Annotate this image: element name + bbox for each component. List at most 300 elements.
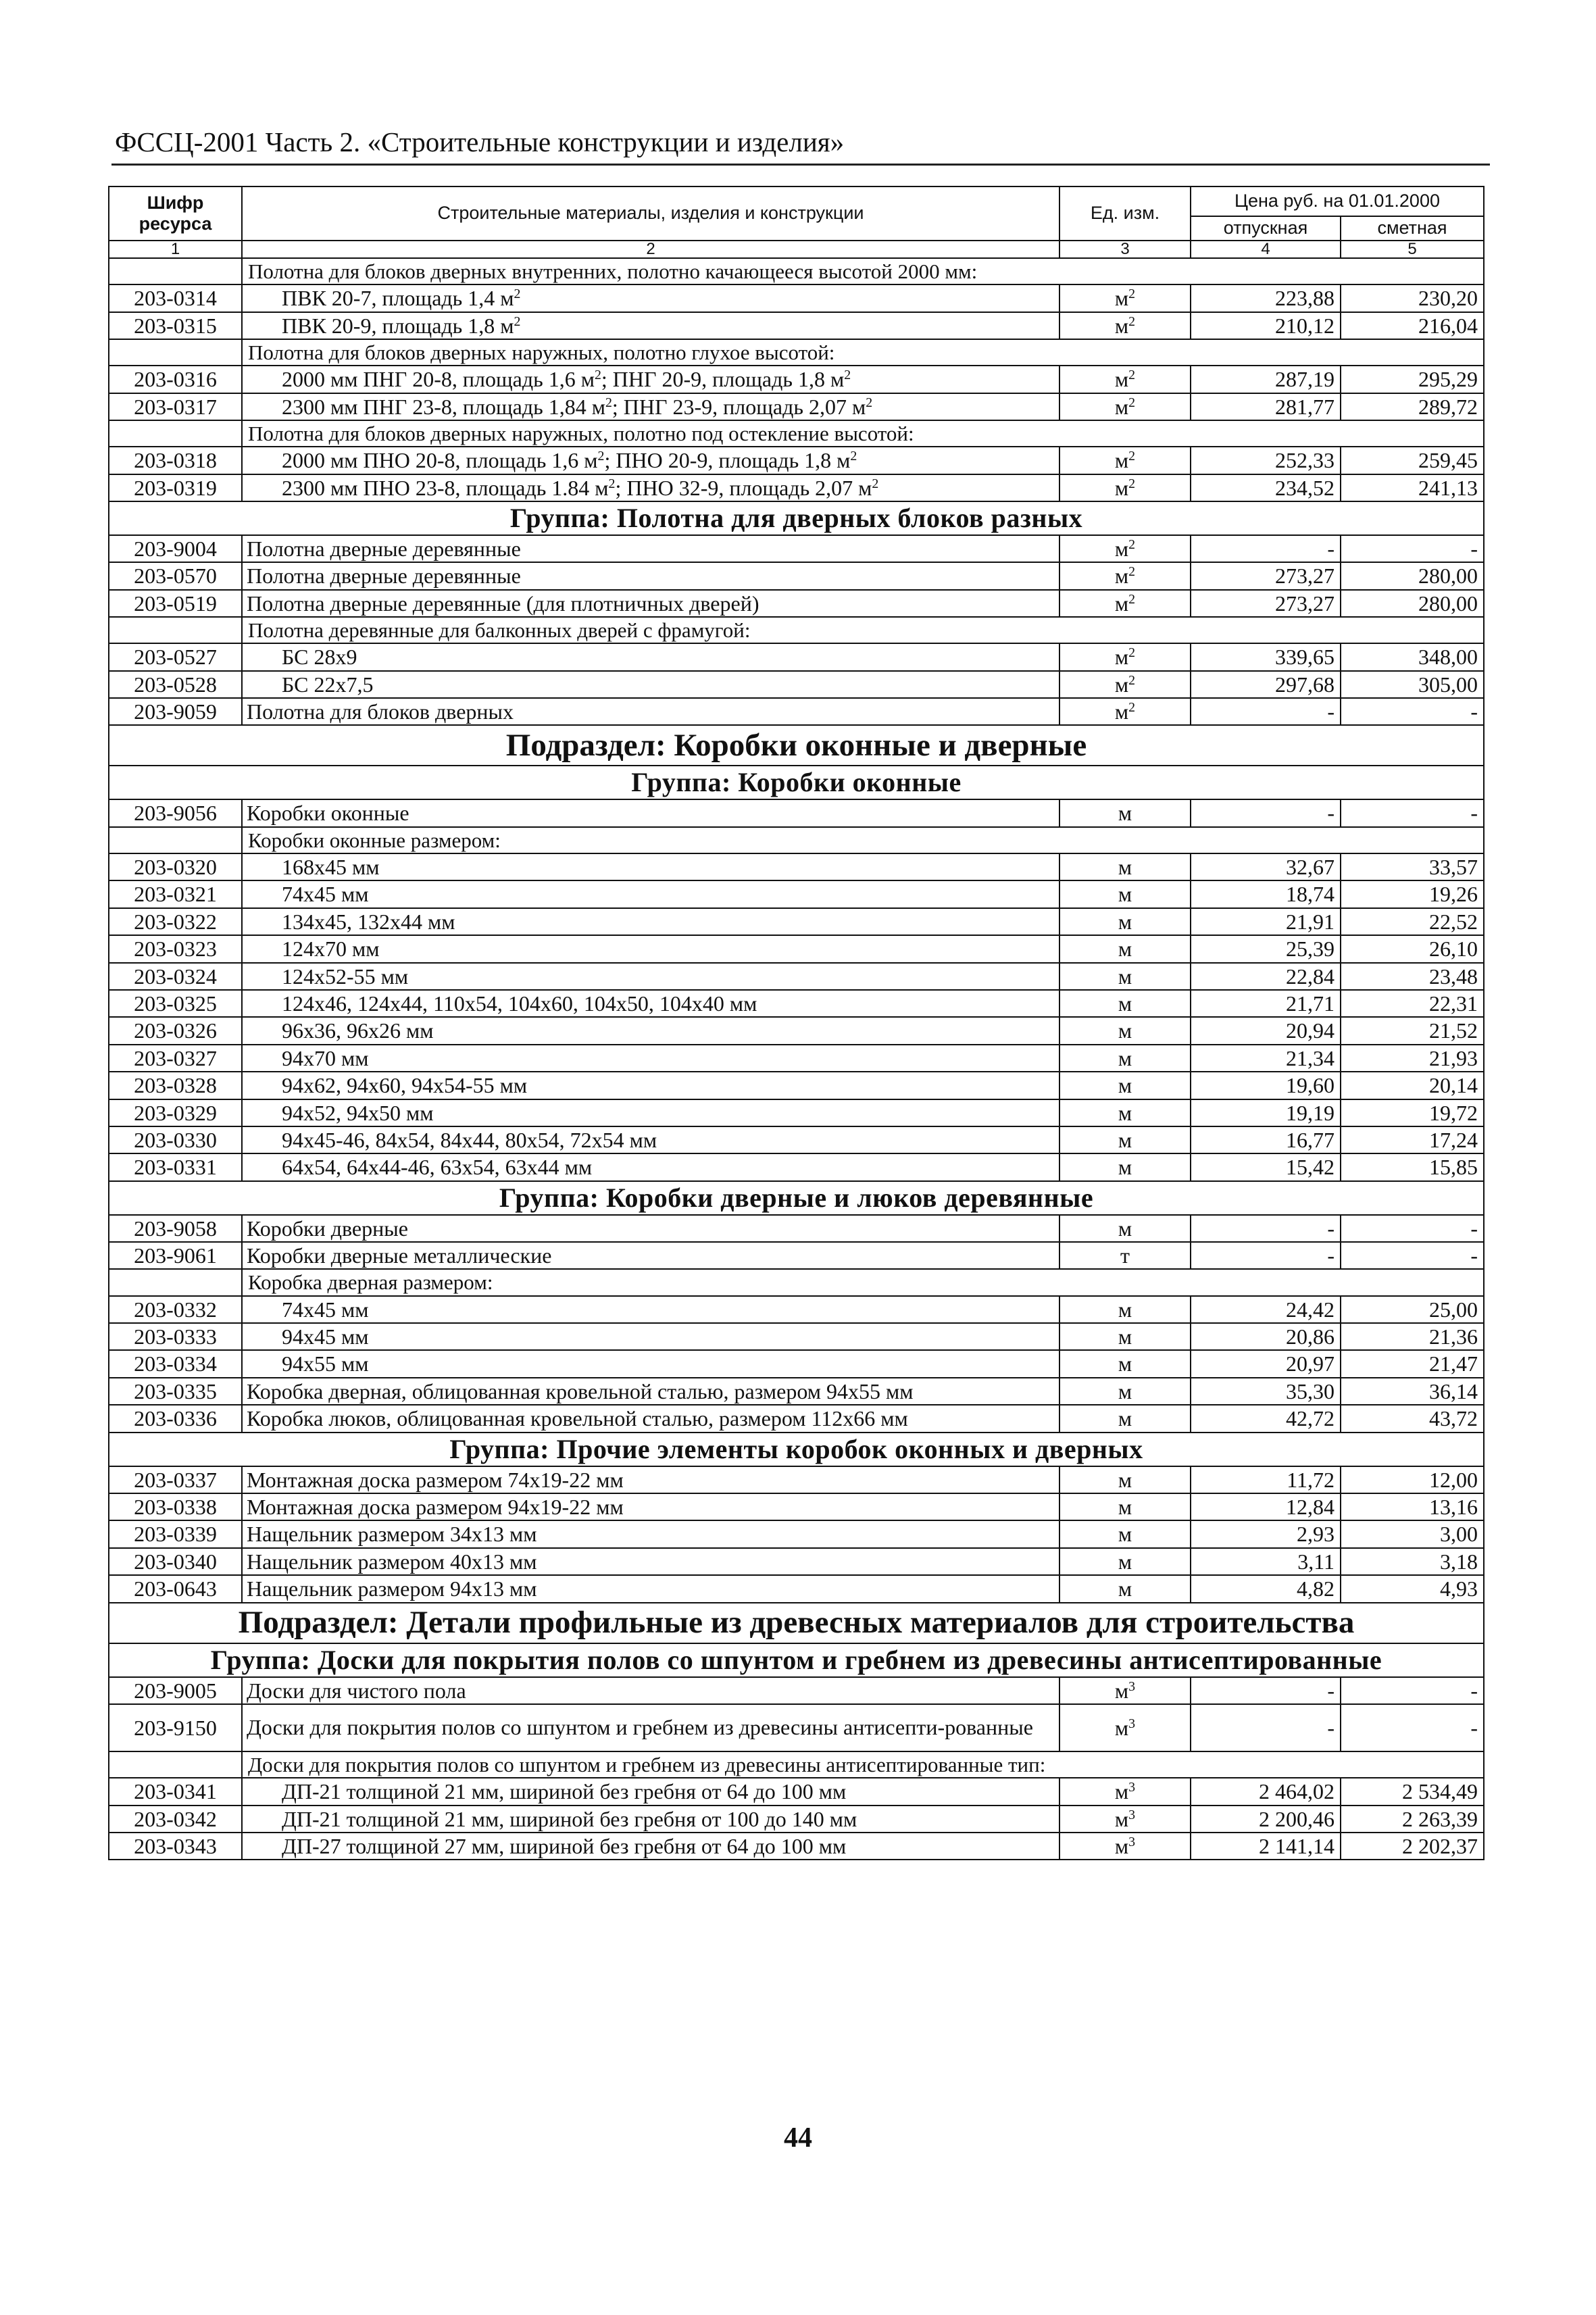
release-price: 210,12 bbox=[1191, 312, 1341, 339]
estimate-price: - bbox=[1341, 1242, 1484, 1269]
table-row bbox=[109, 474, 1484, 501]
release-price: 287,19 bbox=[1191, 366, 1341, 393]
table-row bbox=[109, 1072, 1484, 1099]
resource-code: 203-9150 bbox=[109, 1704, 242, 1751]
table-row bbox=[109, 963, 1484, 990]
table-row bbox=[109, 1778, 1484, 1805]
resource-code: 203-0327 bbox=[109, 1045, 242, 1072]
item-unit: м bbox=[1059, 880, 1191, 907]
item-unit: $м^2$ bbox=[1059, 562, 1191, 589]
item-name: 2300 мм ПНО 23-8, площадь 1.84 $м^2$; ПНО 32-9, площадь 2,07 $м^2$ bbox=[242, 474, 1059, 501]
group-row bbox=[109, 1643, 1484, 1677]
estimate-price: 15,85 bbox=[1341, 1153, 1484, 1180]
resource-code: 203-0321 bbox=[109, 880, 242, 907]
item-name: 2300 мм ПНГ 23-8, площадь 1,84 $м^2$; ПНГ 23-9, площадь 2,07 $м^2$ bbox=[242, 393, 1059, 420]
estimate-price: 3,00 bbox=[1341, 1520, 1484, 1547]
item-unit: м bbox=[1059, 1153, 1191, 1180]
table-row bbox=[109, 1323, 1484, 1350]
item-name: Доски для покрытия полов со шпунтом и гребнем из древесины антисепти-рованные bbox=[242, 1704, 1059, 1751]
item-name: Коробка дверная, облицованная кровельной сталью, размером 94х55 мм bbox=[242, 1378, 1059, 1405]
release-price: 32,67 bbox=[1191, 853, 1341, 880]
estimate-price: - bbox=[1341, 799, 1484, 826]
resource-code: 203-0316 bbox=[109, 366, 242, 393]
section-heading: Подраздел: Коробки оконные и дверные bbox=[109, 725, 1484, 766]
subheading-text: Полотна для блоков дверных наружных, полотно под остекление высотой: bbox=[242, 420, 1484, 447]
item-unit: м bbox=[1059, 1575, 1191, 1602]
resource-code: 203-0332 bbox=[109, 1296, 242, 1323]
item-unit: $м^2$ bbox=[1059, 312, 1191, 339]
item-unit: м bbox=[1059, 1099, 1191, 1126]
estimate-price: 2 534,49 bbox=[1341, 1778, 1484, 1805]
item-unit: т bbox=[1059, 1242, 1191, 1269]
price-table-container bbox=[108, 186, 1483, 1860]
estimate-price: 33,57 bbox=[1341, 853, 1484, 880]
table-row bbox=[109, 590, 1484, 617]
item-unit: м bbox=[1059, 1045, 1191, 1072]
group-heading: Группа: Коробки оконные bbox=[109, 766, 1484, 799]
item-name: Нащельник размером 40х13 мм bbox=[242, 1548, 1059, 1575]
table-row bbox=[109, 393, 1484, 420]
estimate-price: 21,47 bbox=[1341, 1350, 1484, 1377]
header-rule bbox=[111, 164, 1490, 166]
estimate-price: - bbox=[1341, 1677, 1484, 1704]
resource-code: 203-0320 bbox=[109, 853, 242, 880]
estimate-price: 43,72 bbox=[1341, 1405, 1484, 1432]
col-number-3: 3 bbox=[1059, 241, 1191, 258]
resource-code: 203-0319 bbox=[109, 474, 242, 501]
resource-code: 203-0527 bbox=[109, 643, 242, 670]
item-name: ПВК 20-9, площадь 1,8 $м^2$ bbox=[242, 312, 1059, 339]
resource-code: 203-9061 bbox=[109, 1242, 242, 1269]
item-name: 94х52, 94х50 мм bbox=[242, 1099, 1059, 1126]
release-price: 20,97 bbox=[1191, 1350, 1341, 1377]
table-row bbox=[109, 1833, 1484, 1860]
release-price: 35,30 bbox=[1191, 1378, 1341, 1405]
table-row bbox=[109, 1405, 1484, 1432]
estimate-price: 36,14 bbox=[1341, 1378, 1484, 1405]
table-row bbox=[109, 1350, 1484, 1377]
resource-code: 203-9005 bbox=[109, 1677, 242, 1704]
table-row bbox=[109, 643, 1484, 670]
label-row bbox=[109, 1269, 1484, 1295]
section-row bbox=[109, 725, 1484, 766]
estimate-price: - bbox=[1341, 535, 1484, 562]
estimate-price: 3,18 bbox=[1341, 1548, 1484, 1575]
resource-code: 203-0328 bbox=[109, 1072, 242, 1099]
table-row bbox=[109, 880, 1484, 907]
estimate-price: 305,00 bbox=[1341, 671, 1484, 698]
item-unit: $м^3$ bbox=[1059, 1704, 1191, 1751]
resource-code: 203-0339 bbox=[109, 1520, 242, 1547]
resource-code: 203-0315 bbox=[109, 312, 242, 339]
item-name: Полотна для блоков дверных bbox=[242, 698, 1059, 725]
release-price: 2,93 bbox=[1191, 1520, 1341, 1547]
item-name: 134х45, 132х44 мм bbox=[242, 908, 1059, 935]
release-price: 252,33 bbox=[1191, 447, 1341, 474]
item-unit: $м^2$ bbox=[1059, 535, 1191, 562]
item-name: Доски для чистого пола bbox=[242, 1677, 1059, 1704]
item-unit: м bbox=[1059, 1323, 1191, 1350]
group-heading: Группа: Полотна для дверных блоков разных bbox=[109, 501, 1484, 535]
item-unit: м bbox=[1059, 1548, 1191, 1575]
resource-code: 203-0323 bbox=[109, 935, 242, 962]
item-name: ДП-21 толщиной 21 мм, шириной без гребня от 100 до 140 мм bbox=[242, 1806, 1059, 1833]
item-name: 124х46, 124х44, 110х54, 104х60, 104х50, 104х40 мм bbox=[242, 990, 1059, 1017]
estimate-price: 21,52 bbox=[1341, 1017, 1484, 1044]
blank-code-cell bbox=[109, 258, 242, 284]
resource-code: 203-0334 bbox=[109, 1350, 242, 1377]
blank-code-cell bbox=[109, 339, 242, 366]
release-price: 20,94 bbox=[1191, 1017, 1341, 1044]
resource-code: 203-9056 bbox=[109, 799, 242, 826]
item-unit: м bbox=[1059, 1520, 1191, 1547]
table-row bbox=[109, 1677, 1484, 1704]
item-name: Коробка люков, облицованная кровельной сталью, размером 112х66 мм bbox=[242, 1405, 1059, 1432]
resource-code: 203-0643 bbox=[109, 1575, 242, 1602]
blank-code-cell bbox=[109, 1751, 242, 1778]
item-name: БС 22х7,5 bbox=[242, 671, 1059, 698]
resource-code: 203-0329 bbox=[109, 1099, 242, 1126]
col-number-2: 2 bbox=[242, 241, 1059, 258]
item-name: Полотна дверные деревянные (для плотничных дверей) bbox=[242, 590, 1059, 617]
table-row bbox=[109, 1045, 1484, 1072]
table-row bbox=[109, 1466, 1484, 1493]
estimate-price: - bbox=[1341, 1704, 1484, 1751]
release-price: 19,60 bbox=[1191, 1072, 1341, 1099]
item-unit: м bbox=[1059, 799, 1191, 826]
estimate-price: 12,00 bbox=[1341, 1466, 1484, 1493]
item-unit: $м^3$ bbox=[1059, 1677, 1191, 1704]
item-name: ПВК 20-7, площадь 1,4 $м^2$ bbox=[242, 284, 1059, 312]
item-name: 124х70 мм bbox=[242, 935, 1059, 962]
release-price: 42,72 bbox=[1191, 1405, 1341, 1432]
table-row bbox=[109, 853, 1484, 880]
release-price: - bbox=[1191, 1704, 1341, 1751]
release-price: 16,77 bbox=[1191, 1126, 1341, 1153]
table-row bbox=[109, 1126, 1484, 1153]
item-name: 2000 мм ПНГ 20-8, площадь 1,6 $м^2$; ПНГ 20-9, площадь 1,8 $м^2$ bbox=[242, 366, 1059, 393]
item-name: 74х45 мм bbox=[242, 880, 1059, 907]
resource-code: 203-0336 bbox=[109, 1405, 242, 1432]
item-name: Монтажная доска размером 94х19-22 мм bbox=[242, 1493, 1059, 1520]
header-unit: Ед. изм. bbox=[1059, 186, 1191, 241]
table-row bbox=[109, 935, 1484, 962]
estimate-price: 348,00 bbox=[1341, 643, 1484, 670]
estimate-price: 20,14 bbox=[1341, 1072, 1484, 1099]
subheading-text: Полотна деревянные для балконных дверей с фрамугой: bbox=[242, 617, 1484, 643]
header-name: Строительные материалы, изделия и конструкции bbox=[242, 186, 1059, 241]
estimate-price: 2 202,37 bbox=[1341, 1833, 1484, 1860]
resource-code: 203-0317 bbox=[109, 393, 242, 420]
subheading-text: Коробка дверная размером: bbox=[242, 1269, 1484, 1295]
item-name: Полотна дверные деревянные bbox=[242, 562, 1059, 589]
table-row bbox=[109, 1017, 1484, 1044]
estimate-price: 22,52 bbox=[1341, 908, 1484, 935]
item-unit: $м^2$ bbox=[1059, 366, 1191, 393]
blank-code-cell bbox=[109, 420, 242, 447]
group-row bbox=[109, 1433, 1484, 1466]
header-price-estimate: сметная bbox=[1341, 216, 1484, 241]
col-number-4: 4 bbox=[1191, 241, 1341, 258]
release-price: 12,84 bbox=[1191, 1493, 1341, 1520]
estimate-price: 21,36 bbox=[1341, 1323, 1484, 1350]
label-row bbox=[109, 339, 1484, 366]
table-row bbox=[109, 1153, 1484, 1180]
release-price: - bbox=[1191, 799, 1341, 826]
table-row bbox=[109, 284, 1484, 312]
release-price: 223,88 bbox=[1191, 284, 1341, 312]
estimate-price: 17,24 bbox=[1341, 1126, 1484, 1153]
release-price: 2 200,46 bbox=[1191, 1806, 1341, 1833]
estimate-price: 216,04 bbox=[1341, 312, 1484, 339]
item-unit: $м^3$ bbox=[1059, 1833, 1191, 1860]
label-row bbox=[109, 258, 1484, 284]
table-row bbox=[109, 1242, 1484, 1269]
table-row bbox=[109, 799, 1484, 826]
item-name: 94х70 мм bbox=[242, 1045, 1059, 1072]
item-name: 94х45 мм bbox=[242, 1323, 1059, 1350]
table-row bbox=[109, 1520, 1484, 1547]
subheading-text: Коробки оконные размером: bbox=[242, 827, 1484, 853]
item-unit: $м^2$ bbox=[1059, 393, 1191, 420]
item-unit: м bbox=[1059, 1466, 1191, 1493]
item-unit: м bbox=[1059, 1072, 1191, 1099]
resource-code: 203-0519 bbox=[109, 590, 242, 617]
resource-code: 203-0330 bbox=[109, 1126, 242, 1153]
resource-code: 203-0337 bbox=[109, 1466, 242, 1493]
table-row bbox=[109, 562, 1484, 589]
item-name: 96х36, 96х26 мм bbox=[242, 1017, 1059, 1044]
estimate-price: 23,48 bbox=[1341, 963, 1484, 990]
item-unit: м bbox=[1059, 1405, 1191, 1432]
release-price: 11,72 bbox=[1191, 1466, 1341, 1493]
release-price: 234,52 bbox=[1191, 474, 1341, 501]
item-name: 94х55 мм bbox=[242, 1350, 1059, 1377]
resource-code: 203-0570 bbox=[109, 562, 242, 589]
estimate-price: - bbox=[1341, 1215, 1484, 1242]
table-row bbox=[109, 671, 1484, 698]
resource-code: 203-0341 bbox=[109, 1778, 242, 1805]
release-price: 281,77 bbox=[1191, 393, 1341, 420]
table-row bbox=[109, 312, 1484, 339]
resource-code: 203-0340 bbox=[109, 1548, 242, 1575]
item-unit: м bbox=[1059, 1215, 1191, 1242]
resource-code: 203-9059 bbox=[109, 698, 242, 725]
release-price: 19,19 bbox=[1191, 1099, 1341, 1126]
item-unit: м bbox=[1059, 1126, 1191, 1153]
estimate-price: 13,16 bbox=[1341, 1493, 1484, 1520]
section-row bbox=[109, 1603, 1484, 1643]
page-number: 44 bbox=[784, 2122, 812, 2154]
table-row bbox=[109, 990, 1484, 1017]
item-unit: $м^3$ bbox=[1059, 1778, 1191, 1805]
release-price: - bbox=[1191, 1215, 1341, 1242]
release-price: 21,91 bbox=[1191, 908, 1341, 935]
table-row bbox=[109, 1575, 1484, 1602]
release-price: 273,27 bbox=[1191, 590, 1341, 617]
item-name: Полотна дверные деревянные bbox=[242, 535, 1059, 562]
resource-code: 203-0335 bbox=[109, 1378, 242, 1405]
group-row bbox=[109, 501, 1484, 535]
release-price: 21,34 bbox=[1191, 1045, 1341, 1072]
release-price: 273,27 bbox=[1191, 562, 1341, 589]
header-price-release: отпускная bbox=[1191, 216, 1341, 241]
item-unit: м bbox=[1059, 1017, 1191, 1044]
estimate-price: 280,00 bbox=[1341, 590, 1484, 617]
table-row bbox=[109, 1296, 1484, 1323]
estimate-price: 2 263,39 bbox=[1341, 1806, 1484, 1833]
table-row bbox=[109, 1215, 1484, 1242]
subheading-text: Полотна для блоков дверных наружных, полотно глухое высотой: bbox=[242, 339, 1484, 366]
release-price: - bbox=[1191, 1677, 1341, 1704]
item-name: Коробки дверные bbox=[242, 1215, 1059, 1242]
resource-code: 203-0326 bbox=[109, 1017, 242, 1044]
resource-code: 203-0314 bbox=[109, 284, 242, 312]
item-unit: м bbox=[1059, 908, 1191, 935]
subheading-text: Доски для покрытия полов со шпунтом и гребнем из древесины антисептированные тип: bbox=[242, 1751, 1484, 1778]
table-row bbox=[109, 1548, 1484, 1575]
item-name: Нащельник размером 34х13 мм bbox=[242, 1520, 1059, 1547]
group-heading: Группа: Прочие элементы коробок оконных и дверных bbox=[109, 1433, 1484, 1466]
table-row bbox=[109, 447, 1484, 474]
label-row bbox=[109, 1751, 1484, 1778]
resource-code: 203-9058 bbox=[109, 1215, 242, 1242]
item-name: 64х54, 64х44-46, 63х54, 63х44 мм bbox=[242, 1153, 1059, 1180]
section-heading: Подраздел: Детали профильные из древесных материалов для строительства bbox=[109, 1603, 1484, 1643]
item-unit: м bbox=[1059, 1296, 1191, 1323]
release-price: 25,39 bbox=[1191, 935, 1341, 962]
blank-code-cell bbox=[109, 617, 242, 643]
resource-code: 203-0333 bbox=[109, 1323, 242, 1350]
item-unit: $м^2$ bbox=[1059, 590, 1191, 617]
col-number-5: 5 bbox=[1341, 241, 1484, 258]
release-price: 22,84 bbox=[1191, 963, 1341, 990]
table-row bbox=[109, 1378, 1484, 1405]
estimate-price: 19,26 bbox=[1341, 880, 1484, 907]
release-price: 297,68 bbox=[1191, 671, 1341, 698]
item-name: Коробки дверные металлические bbox=[242, 1242, 1059, 1269]
table-body bbox=[109, 258, 1484, 1860]
table-row bbox=[109, 698, 1484, 725]
header-code: Шифр ресурса bbox=[109, 186, 242, 241]
item-unit: $м^2$ bbox=[1059, 447, 1191, 474]
price-table bbox=[108, 186, 1485, 1860]
table-row bbox=[109, 535, 1484, 562]
table-row bbox=[109, 1099, 1484, 1126]
release-price: 21,71 bbox=[1191, 990, 1341, 1017]
estimate-price: 4,93 bbox=[1341, 1575, 1484, 1602]
item-unit: $м^2$ bbox=[1059, 698, 1191, 725]
blank-code-cell bbox=[109, 827, 242, 853]
release-price: - bbox=[1191, 698, 1341, 725]
item-unit: м bbox=[1059, 963, 1191, 990]
resource-code: 203-0324 bbox=[109, 963, 242, 990]
item-unit: м bbox=[1059, 990, 1191, 1017]
release-price: 4,82 bbox=[1191, 1575, 1341, 1602]
estimate-price: 22,31 bbox=[1341, 990, 1484, 1017]
item-unit: м bbox=[1059, 935, 1191, 962]
table-row bbox=[109, 908, 1484, 935]
item-unit: м bbox=[1059, 1493, 1191, 1520]
label-row bbox=[109, 617, 1484, 643]
release-price: 20,86 bbox=[1191, 1323, 1341, 1350]
item-name: 74х45 мм bbox=[242, 1296, 1059, 1323]
group-row bbox=[109, 1181, 1484, 1215]
item-name: Монтажная доска размером 74х19-22 мм bbox=[242, 1466, 1059, 1493]
item-name: 94х45-46, 84х54, 84х44, 80х54, 72х54 мм bbox=[242, 1126, 1059, 1153]
table-row bbox=[109, 366, 1484, 393]
release-price: - bbox=[1191, 1242, 1341, 1269]
estimate-price: 289,72 bbox=[1341, 393, 1484, 420]
release-price: 2 141,14 bbox=[1191, 1833, 1341, 1860]
item-unit: $м^3$ bbox=[1059, 1806, 1191, 1833]
table-row bbox=[109, 1493, 1484, 1520]
resource-code: 203-0322 bbox=[109, 908, 242, 935]
estimate-price: - bbox=[1341, 698, 1484, 725]
item-unit: м bbox=[1059, 853, 1191, 880]
resource-code: 203-0342 bbox=[109, 1806, 242, 1833]
group-heading: Группа: Доски для покрытия полов со шпунтом и гребнем из древесины антисептированные bbox=[109, 1643, 1484, 1677]
item-unit: $м^2$ bbox=[1059, 643, 1191, 670]
item-unit: $м^2$ bbox=[1059, 474, 1191, 501]
estimate-price: 21,93 bbox=[1341, 1045, 1484, 1072]
estimate-price: 295,29 bbox=[1341, 366, 1484, 393]
subheading-text: Полотна для блоков дверных внутренних, полотно качающееся высотой 2000 мм: bbox=[242, 258, 1484, 284]
release-price: 339,65 bbox=[1191, 643, 1341, 670]
item-name: 2000 мм ПНО 20-8, площадь 1,6 $м^2$; ПНО 20-9, площадь 1,8 $м^2$ bbox=[242, 447, 1059, 474]
estimate-price: 19,72 bbox=[1341, 1099, 1484, 1126]
item-name: БС 28х9 bbox=[242, 643, 1059, 670]
blank-code-cell bbox=[109, 1269, 242, 1295]
header-price: Цена руб. на 01.01.2000 bbox=[1191, 186, 1484, 216]
estimate-price: 280,00 bbox=[1341, 562, 1484, 589]
resource-code: 203-0325 bbox=[109, 990, 242, 1017]
estimate-price: 241,13 bbox=[1341, 474, 1484, 501]
item-name: 168х45 мм bbox=[242, 853, 1059, 880]
resource-code: 203-0331 bbox=[109, 1153, 242, 1180]
item-name: 124х52-55 мм bbox=[242, 963, 1059, 990]
item-name: ДП-21 толщиной 21 мм, шириной без гребня от 64 до 100 мм bbox=[242, 1778, 1059, 1805]
item-name: 94х62, 94х60, 94х54-55 мм bbox=[242, 1072, 1059, 1099]
estimate-price: 259,45 bbox=[1341, 447, 1484, 474]
release-price: 15,42 bbox=[1191, 1153, 1341, 1180]
table-row bbox=[109, 1806, 1484, 1833]
group-row bbox=[109, 766, 1484, 799]
resource-code: 203-0338 bbox=[109, 1493, 242, 1520]
group-heading: Группа: Коробки дверные и люков деревянные bbox=[109, 1181, 1484, 1215]
estimate-price: 25,00 bbox=[1341, 1296, 1484, 1323]
page-header: ФССЦ-2001 Часть 2. «Строительные конструкции и изделия» bbox=[115, 126, 845, 157]
release-price: - bbox=[1191, 535, 1341, 562]
release-price: 24,42 bbox=[1191, 1296, 1341, 1323]
release-price: 3,11 bbox=[1191, 1548, 1341, 1575]
item-unit: $м^2$ bbox=[1059, 671, 1191, 698]
resource-code: 203-9004 bbox=[109, 535, 242, 562]
item-name: ДП-27 толщиной 27 мм, шириной без гребня от 64 до 100 мм bbox=[242, 1833, 1059, 1860]
resource-code: 203-0528 bbox=[109, 671, 242, 698]
item-unit: м bbox=[1059, 1378, 1191, 1405]
item-unit: м bbox=[1059, 1350, 1191, 1377]
item-unit: $м^2$ bbox=[1059, 284, 1191, 312]
item-name: Коробки оконные bbox=[242, 799, 1059, 826]
estimate-price: 26,10 bbox=[1341, 935, 1484, 962]
release-price: 2 464,02 bbox=[1191, 1778, 1341, 1805]
label-row bbox=[109, 420, 1484, 447]
release-price: 18,74 bbox=[1191, 880, 1341, 907]
resource-code: 203-0343 bbox=[109, 1833, 242, 1860]
resource-code: 203-0318 bbox=[109, 447, 242, 474]
col-number-1: 1 bbox=[109, 241, 242, 258]
